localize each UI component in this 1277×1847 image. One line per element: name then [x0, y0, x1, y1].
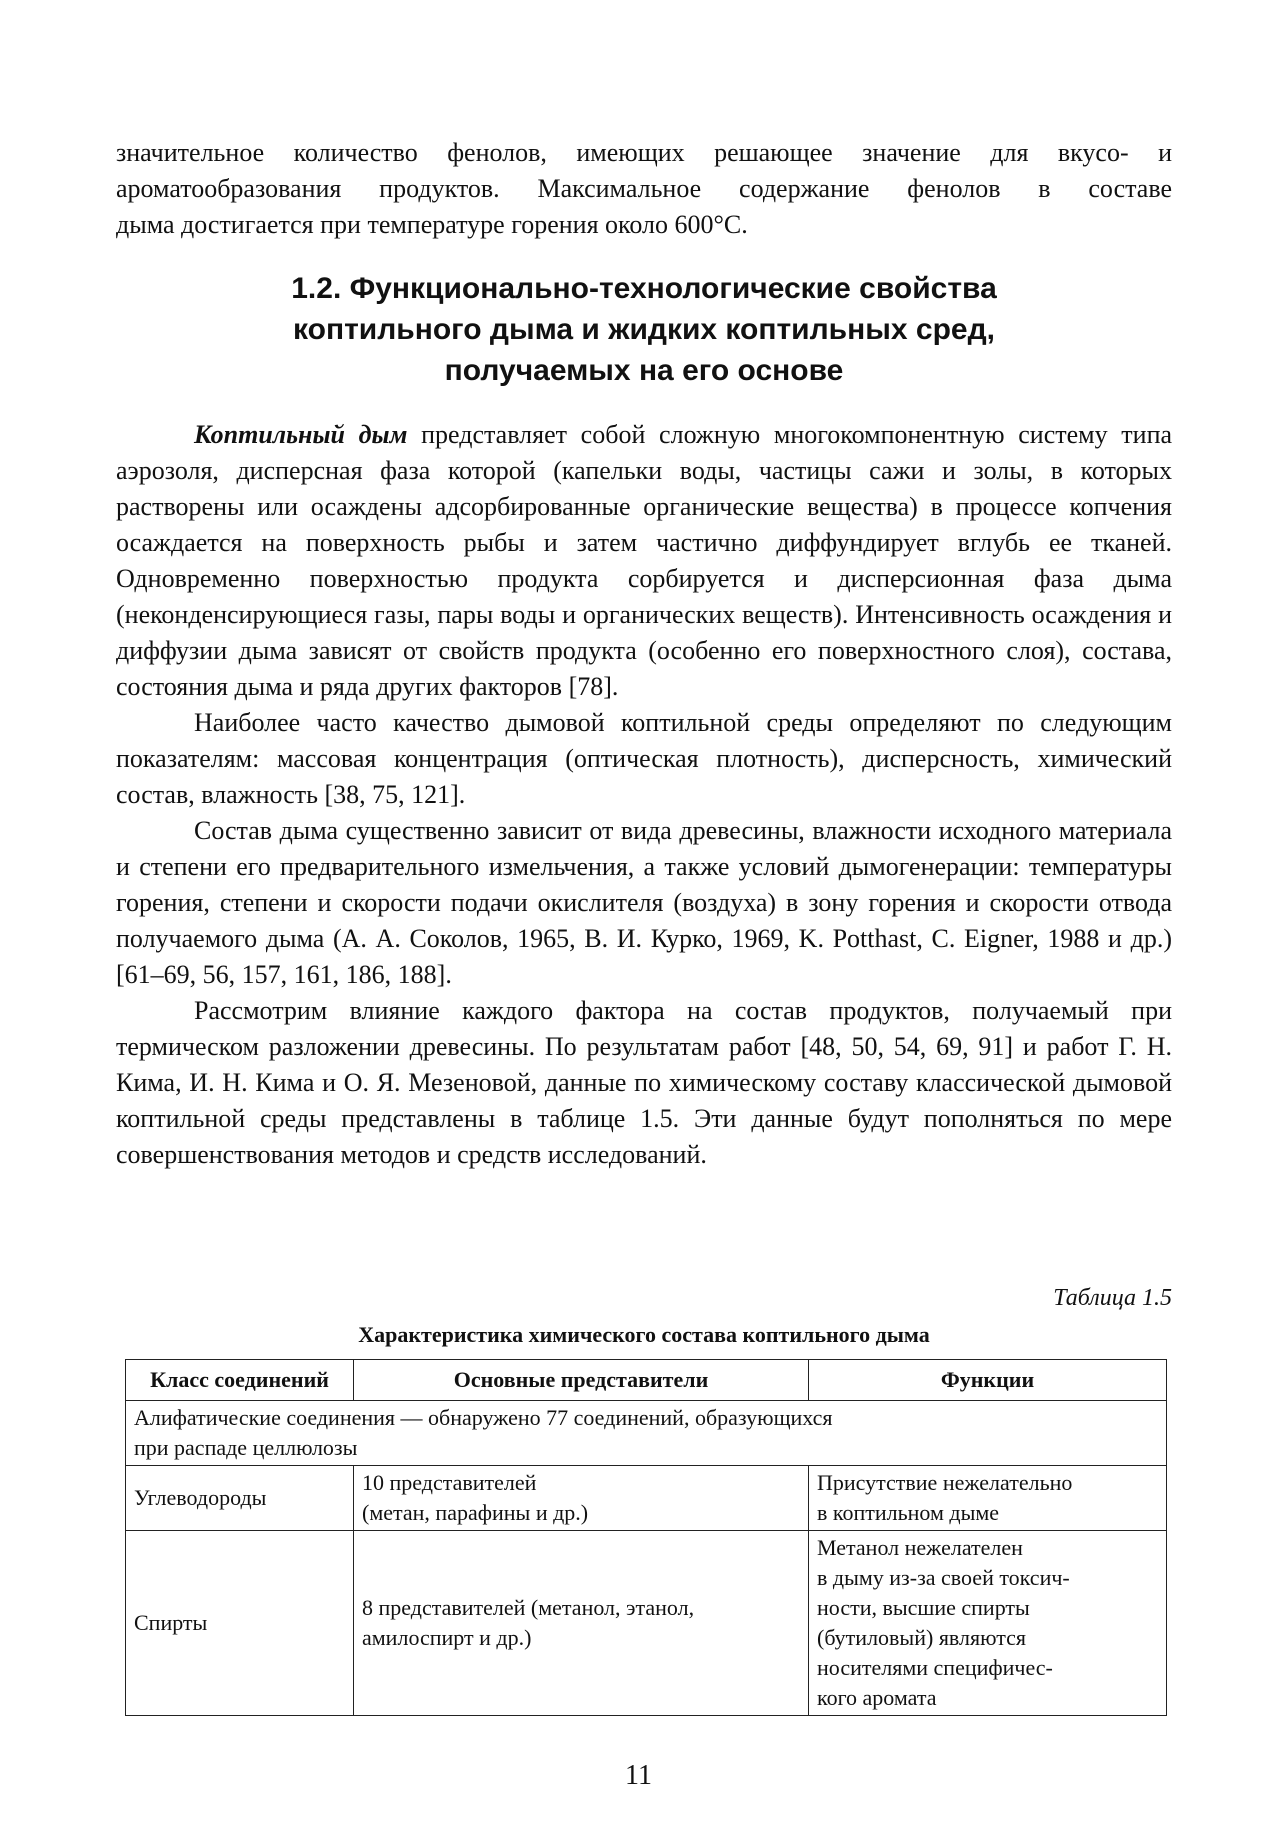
- cell-line: 10 представителей: [362, 1470, 537, 1495]
- table-title: Характеристика химического состава коптильного дыма: [358, 1322, 930, 1347]
- functions-cell: [809, 1466, 1167, 1531]
- cell-line: в дыму из-за своей токсич-: [817, 1565, 1070, 1590]
- cell-line: (бутиловый) являются: [817, 1625, 1027, 1650]
- table-header-row: [126, 1360, 1167, 1401]
- paragraph-smoke-definition: [116, 417, 1172, 705]
- cell-line: в коптильном дыме: [817, 1500, 1000, 1525]
- heading-line: 1.2. Функционально-технологические свойства: [291, 272, 997, 305]
- representatives-cell: [354, 1531, 809, 1716]
- intro-paragraph: [116, 135, 1172, 243]
- text-line: ароматообразования продуктов. Максимальное содержание фенолов в составе: [116, 174, 1172, 203]
- class-cell: Углеводороды: [126, 1466, 354, 1531]
- column-header: Основные представители: [354, 1360, 809, 1401]
- functions-cell: [809, 1531, 1167, 1716]
- heading-line: получаемых на его основе: [444, 354, 844, 387]
- class-cell: Спирты: [126, 1531, 354, 1716]
- cell-line: 8 представителей (метанол, этанол,: [362, 1595, 695, 1620]
- cell-line: кого аромата: [817, 1685, 937, 1710]
- text-line: значительное количество фенолов, имеющих решающее значение для вкусо- и: [116, 138, 1172, 167]
- column-header: Функции: [809, 1360, 1167, 1401]
- column-header: Класс соединений: [126, 1360, 354, 1401]
- composition-table: [125, 1359, 1167, 1716]
- group-cell: [126, 1401, 1167, 1466]
- paragraph-text: представляет собой сложную многокомпонентную систему типа аэрозоля, дисперсная фаза которой (капельки воды, частицы сажи и золы, в которых растворены или осаждены адсорбированные органические вещества) в процессе копчения осаждается на поверхность рыбы и затем частично диффундирует вглубь ее тканей. Одновременно поверхностью продукта сорбируется и дисперсионная фаза дыма (неконденсирующиеся газы, пары воды и органических веществ). Интенсивность осаждения и диффузии дыма зависят от свойств продукта (особенно его поверхностного слоя), состава, состояния дыма и ряда других факторов [78].: [116, 420, 1173, 701]
- table-group-row: [126, 1401, 1167, 1466]
- table-row: [126, 1531, 1167, 1716]
- cell-line: (метан, парафины и др.): [362, 1500, 589, 1525]
- page-number: 11: [625, 1760, 652, 1791]
- section-heading: [116, 268, 1172, 391]
- paragraph-quality-indicators: Наиболее часто качество дымовой коптильной среды определяют по следующим показателям: массовая концентрация (оптическая плотность), дисперсность, химический состав, влажность [38, 75, 121].: [116, 708, 1172, 809]
- heading-line: коптильного дыма и жидких коптильных сред,: [293, 313, 995, 346]
- cell-line: ности, высшие спирты: [817, 1595, 1030, 1620]
- cell-line: при распаде целлюлозы: [134, 1435, 358, 1460]
- cell-line: носителями специфичес-: [817, 1655, 1053, 1680]
- body-text: [116, 417, 1172, 1173]
- paragraph-factor-influence: Рассмотрим влияние каждого фактора на состав продуктов, получаемый при термическом разложении древесины. По результатам работ [48, 50, 54, 69, 91] и работ Г. Н. Кима, И. Н. Кима и О. Я. Мезеновой, данные по химическому составу классической дымовой коптильной среды представлены в таблице 1.5. Эти данные будут пополняться по мере совершенствования методов и средств исследований.: [116, 996, 1172, 1169]
- representatives-cell: [354, 1466, 809, 1531]
- table-label: Таблица 1.5: [1053, 1285, 1172, 1311]
- table-row: [126, 1466, 1167, 1531]
- cell-line: Присутствие нежелательно: [817, 1470, 1073, 1495]
- cell-line: Метанол нежелателен: [817, 1535, 1023, 1560]
- text-line: дыма достигается при температуре горения около 600°C.: [116, 210, 748, 239]
- cell-line: Алифатические соединения — обнаружено 77 соединений, образующихся: [134, 1405, 833, 1430]
- paragraph-smoke-composition: Состав дыма существенно зависит от вида древесины, влажности исходного материала и степени его предварительного измельчения, а также условий дымогенерации: температуры горения, степени и скорости подачи окислителя (воздуха) в зону горения и скорости отвода получаемого дыма (А. А. Соколов, 1965, В. И. Курко, 1969, K. Potthast, C. Eigner, 1988 и др.) [61–69, 56, 157, 161, 186, 188].: [116, 816, 1172, 989]
- defined-term: Коптильный дым: [194, 420, 408, 449]
- cell-line: амилоспирт и др.): [362, 1625, 532, 1650]
